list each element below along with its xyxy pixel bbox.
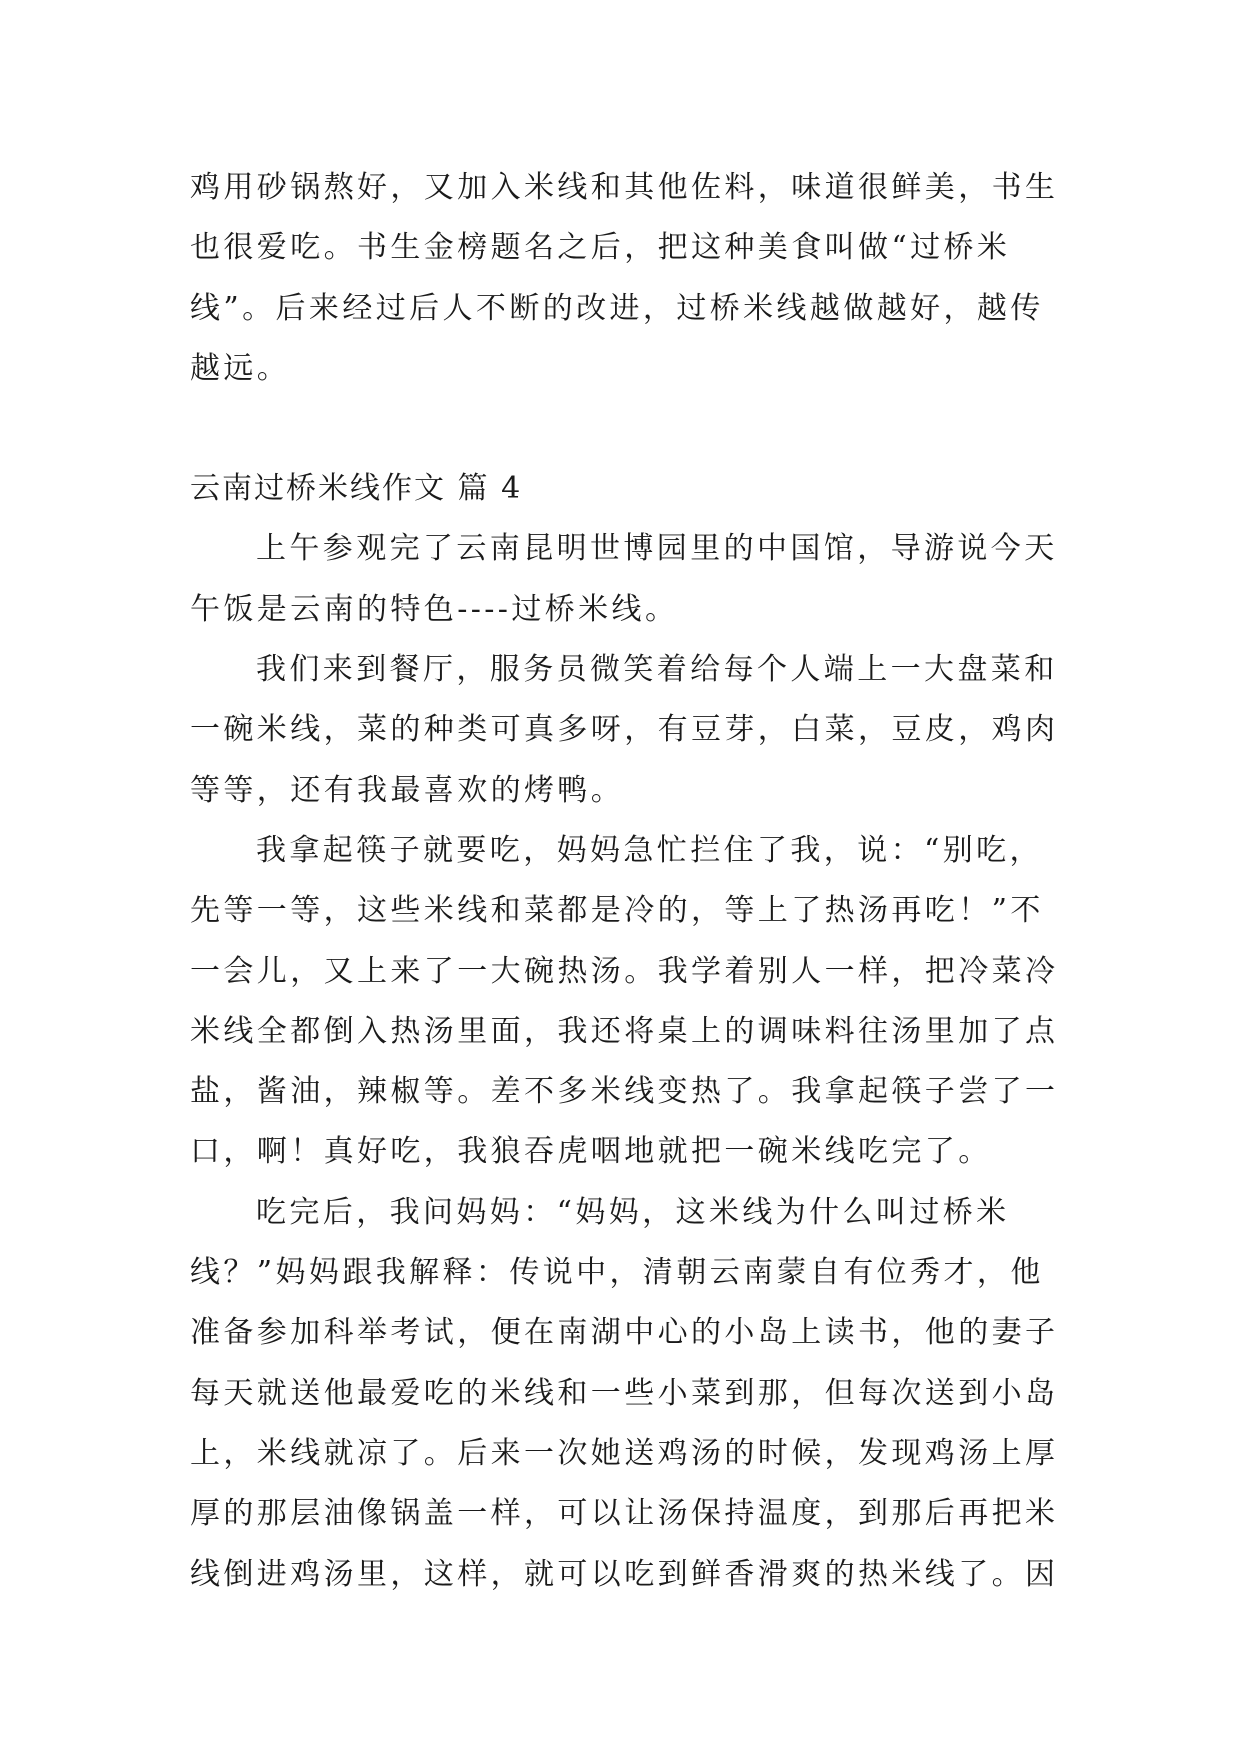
text-line: 上午参观完了云南昆明世博园里的中国馆，导游说今天: [256, 531, 1058, 567]
text-line: 准备参加科举考试，便在南湖中心的小岛上读书，他的妻子: [190, 1315, 1059, 1351]
text-line: 盐，酱油，辣椒等。差不多米线变热了。我拿起筷子尝了一: [190, 1074, 1059, 1110]
text-line: 吃完后，我问妈妈：“妈妈，这米线为什么叫过桥米: [256, 1194, 1010, 1230]
text-line: 线倒进鸡汤里，这样，就可以吃到鲜香滑爽的热米线了。因: [190, 1556, 1059, 1592]
paragraph-continued: [190, 158, 1060, 399]
text-line: 先等一等，这些米线和菜都是冷的，等上了热汤再吃！”不: [190, 893, 1044, 929]
text-line: 越远。: [190, 350, 291, 386]
text-line: 口，啊！真好吃，我狼吞虎咽地就把一碗米线吃完了。: [190, 1134, 992, 1170]
paragraph-1: [190, 519, 1060, 640]
document-page: [190, 158, 1060, 1605]
paragraph-2: [190, 640, 1060, 821]
text-line: 厚的那层油像锅盖一样，可以让汤保持温度，到那后再把米: [190, 1496, 1059, 1532]
text-line: 米线全都倒入热汤里面，我还将桌上的调味料往汤里加了点: [190, 1013, 1059, 1049]
paragraph-3: [190, 821, 1060, 1183]
text-line: 午饭是云南的特色----过桥米线。: [190, 591, 679, 627]
text-line: 鸡用砂锅熬好，又加入米线和其他佐料，味道很鲜美，书生: [190, 170, 1059, 205]
text-line: 线？”妈妈跟我解释：传说中，清朝云南蒙自有位秀才，他: [190, 1255, 1044, 1291]
text-line: 等等，还有我最喜欢的烤鸭。: [190, 772, 625, 808]
text-line: 一会儿，又上来了一大碗热汤。我学着别人一样，把冷菜冷: [190, 953, 1059, 989]
text-line: 我们来到餐厅，服务员微笑着给每个人端上一大盘菜和: [256, 652, 1058, 688]
text-line: 也很爱吃。书生金榜题名之后，把这种美食叫做“过桥米: [190, 230, 1011, 266]
text-line: 每天就送他最爱吃的米线和一些小菜到那，但每次送到小岛: [190, 1375, 1059, 1411]
section-heading: 云南过桥米线作文 篇 4: [190, 471, 523, 507]
paragraph-4: [190, 1183, 1060, 1605]
text-line: 上，米线就凉了。后来一次她送鸡汤的时候，发现鸡汤上厚: [190, 1435, 1059, 1471]
text-line: 我拿起筷子就要吃，妈妈急忙拦住了我，说：“别吃，: [256, 832, 1043, 868]
text-line: 线”。后来经过后人不断的改进，过桥米线越做越好，越传: [190, 290, 1044, 326]
text-line: 一碗米线，菜的种类可真多呀，有豆芽，白菜，豆皮，鸡肉: [190, 712, 1059, 748]
